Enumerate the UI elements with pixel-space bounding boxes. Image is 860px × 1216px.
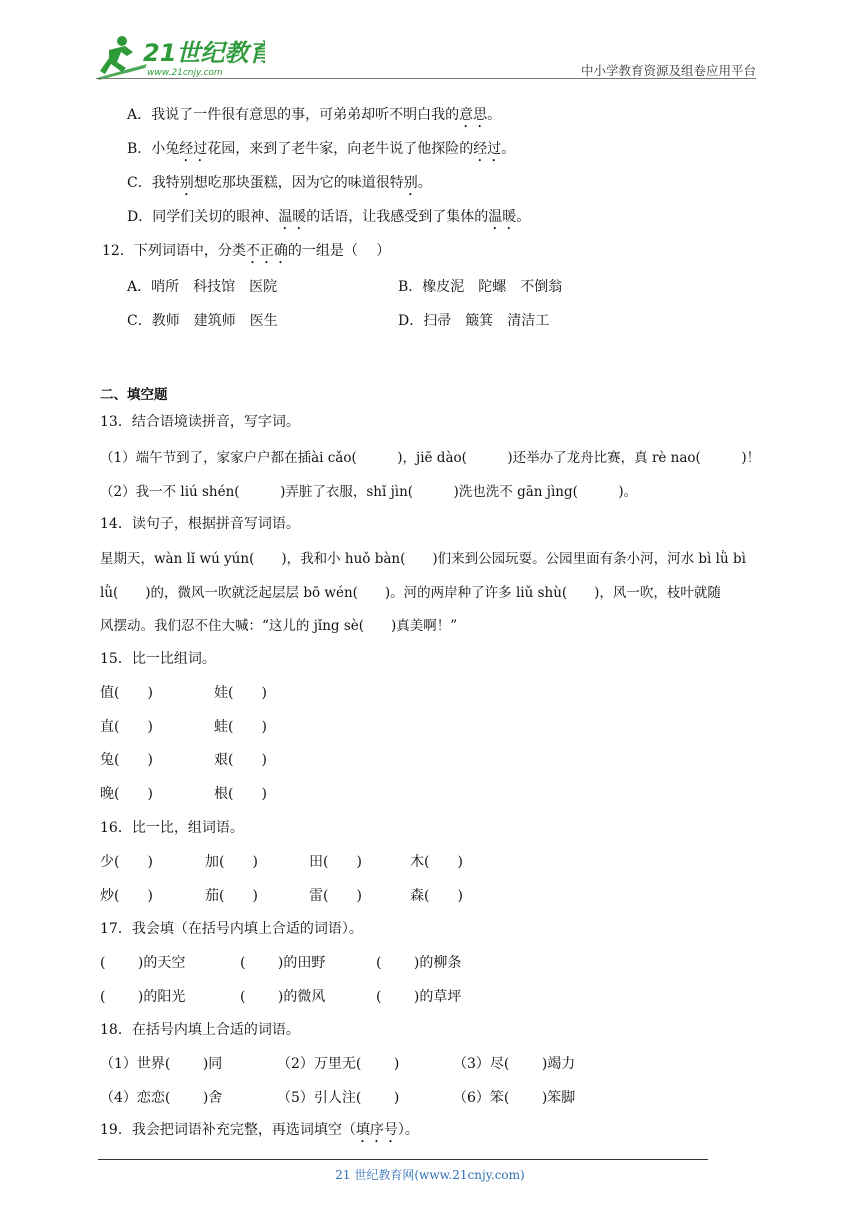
site-logo <box>95 34 265 80</box>
q17-item: ( )的田野 <box>240 955 326 971</box>
q16-item: 少( ) <box>100 854 153 870</box>
logo-text: 21世纪教育 <box>143 39 265 67</box>
logo-url: www.21cnjy.com <box>147 68 223 78</box>
q15-item: 值( ) <box>100 685 153 701</box>
q15-item: 蛙( ) <box>214 719 267 735</box>
q18-item: （2）万里无( ) <box>277 1056 400 1072</box>
q12-option-a: A．哨所 科技馆 医院 <box>127 279 278 295</box>
q15-item: 娃( ) <box>214 685 267 701</box>
q14-line-2: lǜ( )的，微风一吹就泛起层层 bō wén( )。河的两岸种了许多 liǔ shù( )，风一吹，枝叶就随 <box>100 585 721 601</box>
q12-option-b: B．橡皮泥 陀螺 不倒翁 <box>398 279 563 295</box>
q18-item: （1）世界( )同 <box>100 1056 223 1072</box>
q16-item: 森( ) <box>410 888 463 904</box>
q15-item: 直( ) <box>100 719 153 735</box>
q11-option-d: D．同学们关切的眼神、温暖的话语，让我感受到了集体的温暖。 <box>127 209 531 225</box>
q17-item: ( )的柳条 <box>376 955 462 971</box>
q17-item: ( )的阳光 <box>100 989 186 1005</box>
q14-line-3: 风摆动。我们忍不住大喊：“这儿的 jǐng sè( )真美啊！” <box>100 618 458 634</box>
q16-stem: 16．比一比，组词语。 <box>100 820 244 836</box>
q16-item: 田( ) <box>309 854 362 870</box>
q16-item: 加( ) <box>205 854 258 870</box>
q15-item: 晚( ) <box>100 786 153 802</box>
q12-stem: 12．下列词语中，分类不正确的一组是（ ） <box>102 243 391 259</box>
q11-option-b: B．小兔经过花园，来到了老牛家，向老牛说了他探险的经过。 <box>127 141 516 157</box>
q15-item: 根( ) <box>214 786 267 802</box>
q18-item: （4）恋恋( )舍 <box>100 1090 223 1106</box>
q18-item: （6）笨( )笨脚 <box>453 1090 576 1106</box>
q18-item: （5）引人注( ) <box>277 1090 400 1106</box>
header-rule <box>96 78 756 79</box>
q16-item: 木( ) <box>410 854 463 870</box>
q14-line-1: 星期天，wàn lǐ wú yún( )，我和小 huǒ bàn( )们来到公园玩耍。公园里面有条小河，河水 bì lǜ bì <box>100 551 746 567</box>
q17-item: ( )的微风 <box>240 989 326 1005</box>
q17-item: ( )的天空 <box>100 955 186 971</box>
q11-option-c: C．我特别想吃那块蛋糕，因为它的味道很特别。 <box>127 175 432 191</box>
footer-link[interactable]: 21 世纪教育网(www.21cnjy.com) <box>335 1168 525 1182</box>
q12-option-c: C．教师 建筑师 医生 <box>127 313 278 329</box>
q13-line-2: （2）我一不 liú shén( )弄脏了衣服，shǐ jìn( )洗也洗不 gān jìng( )。 <box>100 484 638 500</box>
q13-stem: 13．结合语境读拼音，写字词。 <box>100 414 300 430</box>
section-heading: 二、填空题 <box>100 387 168 403</box>
q18-stem: 18．在括号内填上合适的词语。 <box>100 1022 300 1038</box>
q15-item: 艰( ) <box>214 752 267 768</box>
q15-item: 兔( ) <box>100 752 153 768</box>
q15-stem: 15．比一比组词。 <box>100 651 216 667</box>
platform-name: 中小学教育资源及组卷应用平台 <box>580 63 756 78</box>
q12-option-d: D．扫帚 簸箕 清洁工 <box>398 313 550 329</box>
footer-rule <box>98 1159 708 1160</box>
q17-item: ( )的草坪 <box>376 989 462 1005</box>
q17-stem: 17．我会填（在括号内填上合适的词语）。 <box>100 921 363 937</box>
q11-option-a: A．我说了一件很有意思的事，可弟弟却听不明白我的意思。 <box>127 107 502 123</box>
q18-item: （3）尽( )竭力 <box>453 1056 576 1072</box>
q13-line-1: （1）端午节到了，家家户户都在插ài cǎo( )，jiē dào( )还举办了龙舟比赛，真 rè nao( )！ <box>100 450 761 466</box>
q14-stem: 14．读句子，根据拼音写词语。 <box>100 516 300 532</box>
q19-stem: 19．我会把词语补充完整，再选词填空（填序号）。 <box>100 1122 419 1138</box>
q16-item: 雷( ) <box>309 888 362 904</box>
runner-icon <box>97 36 147 80</box>
q16-item: 茄( ) <box>205 888 258 904</box>
q16-item: 炒( ) <box>100 888 153 904</box>
